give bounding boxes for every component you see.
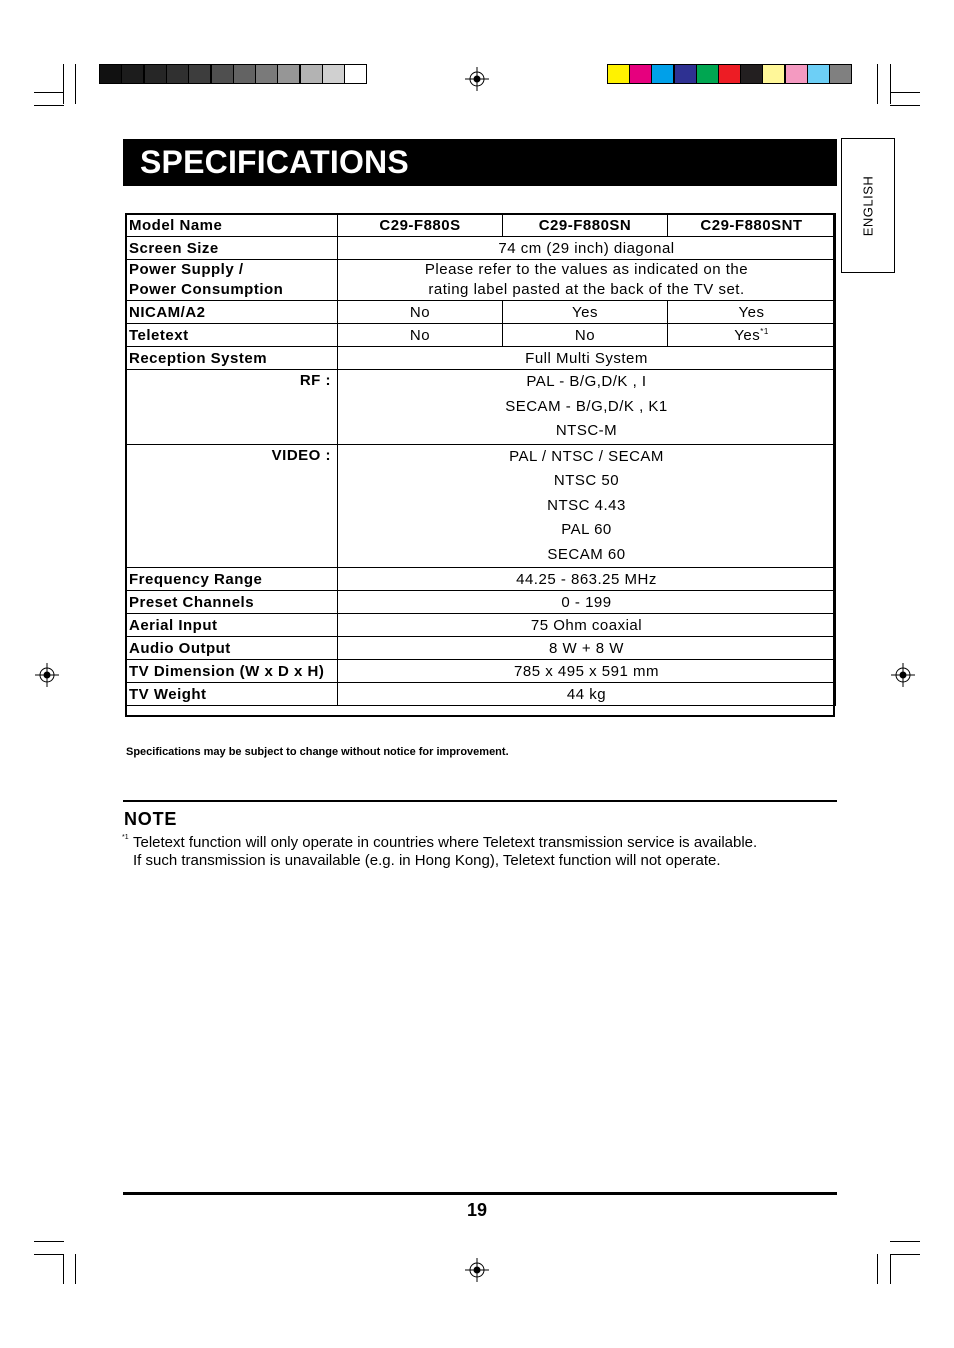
value-nicam-1: No xyxy=(338,301,503,324)
page-title: SPECIFICATIONS xyxy=(140,144,409,180)
language-tab xyxy=(841,138,895,273)
value-teletext-1: No xyxy=(338,324,503,347)
label-dimension: TV Dimension (W x D x H) xyxy=(126,660,338,683)
table-row-frequency xyxy=(126,568,836,591)
table-row-model xyxy=(126,214,836,237)
value-teletext-2: No xyxy=(503,324,668,347)
label-rf: RF : xyxy=(126,370,338,445)
color-swatch xyxy=(785,64,808,84)
model-c29-f880snt: C29-F880SNT xyxy=(668,214,836,237)
label-power-line2: Power Consumption xyxy=(129,281,284,298)
color-swatch xyxy=(696,64,719,84)
value-video-2: NTSC 50 xyxy=(553,472,620,489)
value-weight: 44 kg xyxy=(338,683,836,706)
value-teletext-3-text: Yes xyxy=(734,326,761,344)
model-c29-f880sn: C29-F880SN xyxy=(503,214,668,237)
color-swatch xyxy=(740,64,763,84)
note-line-1: Teletext function will only operate in countries where Teletext transmission service is available. xyxy=(133,834,758,851)
table-row-video xyxy=(126,444,836,568)
table-row-aerial xyxy=(126,614,836,637)
label-teletext: Teletext xyxy=(126,324,338,347)
value-power-line1: Please refer to the values as indicated on the xyxy=(424,261,749,278)
page-number: 19 xyxy=(466,1200,488,1220)
table-row-rf xyxy=(126,370,836,445)
table-row-audio xyxy=(126,637,836,660)
label-frequency: Frequency Range xyxy=(126,568,338,591)
note-divider xyxy=(123,800,837,802)
value-preset: 0 - 199 xyxy=(338,591,836,614)
note-title: NOTE xyxy=(124,809,178,829)
value-rf-2: SECAM - B/G,D/K , K1 xyxy=(505,397,668,415)
value-teletext-3 xyxy=(668,324,836,347)
note-text xyxy=(133,834,757,870)
table-row-nicam xyxy=(126,301,836,324)
value-rf-3: NTSC-M xyxy=(555,422,618,439)
table-row-reception xyxy=(126,347,836,370)
gray-swatch xyxy=(166,64,189,84)
label-power-line1: Power Supply / xyxy=(129,261,244,278)
table-row-power xyxy=(126,260,836,301)
footnote-mark: *1 xyxy=(760,326,769,336)
label-model-name: Model Name xyxy=(126,214,338,237)
gray-swatch xyxy=(211,64,234,84)
color-swatch xyxy=(718,64,741,84)
note-footnote-mark: *1 xyxy=(122,834,129,841)
value-nicam-3: Yes xyxy=(668,301,836,324)
value-rf-1: PAL - B/G,D/K , I xyxy=(526,373,647,390)
table-row-preset xyxy=(126,591,836,614)
value-video-4: PAL 60 xyxy=(561,521,612,538)
label-screen-size: Screen Size xyxy=(126,237,338,260)
label-audio: Audio Output xyxy=(126,637,338,660)
color-swatch xyxy=(629,64,652,84)
value-dimension: 785 x 495 x 591 mm xyxy=(338,660,836,683)
value-power-line2: rating label pasted at the back of the TV set. xyxy=(428,281,745,298)
value-power xyxy=(338,260,836,301)
registration-mark-right-icon xyxy=(891,663,915,687)
footer-divider xyxy=(123,1192,837,1195)
gray-swatch xyxy=(99,64,122,84)
value-video-3: NTSC 4.43 xyxy=(547,496,626,514)
note-line-2: If such transmission is unavailable (e.g. in Hong Kong), Teletext function will not operate. xyxy=(133,852,721,869)
value-video xyxy=(338,444,836,568)
disclaimer-text: Specifications may be subject to change without notice for improvement. xyxy=(126,746,509,758)
gray-swatch xyxy=(144,64,167,84)
value-audio: 8 W + 8 W xyxy=(338,637,836,660)
gray-swatch xyxy=(188,64,211,84)
label-weight: TV Weight xyxy=(126,683,338,706)
gray-swatch xyxy=(300,64,323,84)
label-power xyxy=(126,260,338,301)
table-row-weight xyxy=(126,683,836,706)
value-screen-size: 74 cm (29 inch) diagonal xyxy=(338,237,836,260)
value-video-5: SECAM 60 xyxy=(547,545,626,563)
value-reception: Full Multi System xyxy=(338,347,836,370)
color-swatch xyxy=(807,64,830,84)
registration-mark-top-icon xyxy=(465,67,489,91)
label-preset: Preset Channels xyxy=(126,591,338,614)
color-swatch xyxy=(651,64,674,84)
registration-mark-left-icon xyxy=(35,663,59,687)
value-nicam-2: Yes xyxy=(503,301,668,324)
gray-swatch xyxy=(233,64,256,84)
value-frequency: 44.25 - 863.25 MHz xyxy=(338,568,836,591)
label-nicam: NICAM/A2 xyxy=(126,301,338,324)
gray-swatch xyxy=(121,64,144,84)
gray-swatch xyxy=(255,64,278,84)
registration-mark-bottom-icon xyxy=(465,1258,489,1282)
color-swatch xyxy=(829,64,852,84)
label-video: VIDEO : xyxy=(126,444,338,568)
color-swatch xyxy=(762,64,785,84)
value-aerial: 75 Ohm coaxial xyxy=(338,614,836,637)
gray-swatch xyxy=(277,64,300,84)
color-swatch xyxy=(607,64,630,84)
value-rf xyxy=(338,370,836,445)
label-aerial: Aerial Input xyxy=(126,614,338,637)
value-video-1: PAL / NTSC / SECAM xyxy=(509,447,664,465)
language-label: ENGLISH xyxy=(860,175,876,236)
title-banner xyxy=(123,139,837,186)
table-row-screen-size xyxy=(126,237,836,260)
table-row-teletext xyxy=(126,324,836,347)
specifications-table xyxy=(125,213,836,706)
table-row-dimension xyxy=(126,660,836,683)
model-c29-f880s: C29-F880S xyxy=(338,214,503,237)
gray-swatch xyxy=(344,64,367,84)
label-reception: Reception System xyxy=(126,347,338,370)
gray-swatch xyxy=(322,64,345,84)
color-swatch xyxy=(674,64,697,84)
